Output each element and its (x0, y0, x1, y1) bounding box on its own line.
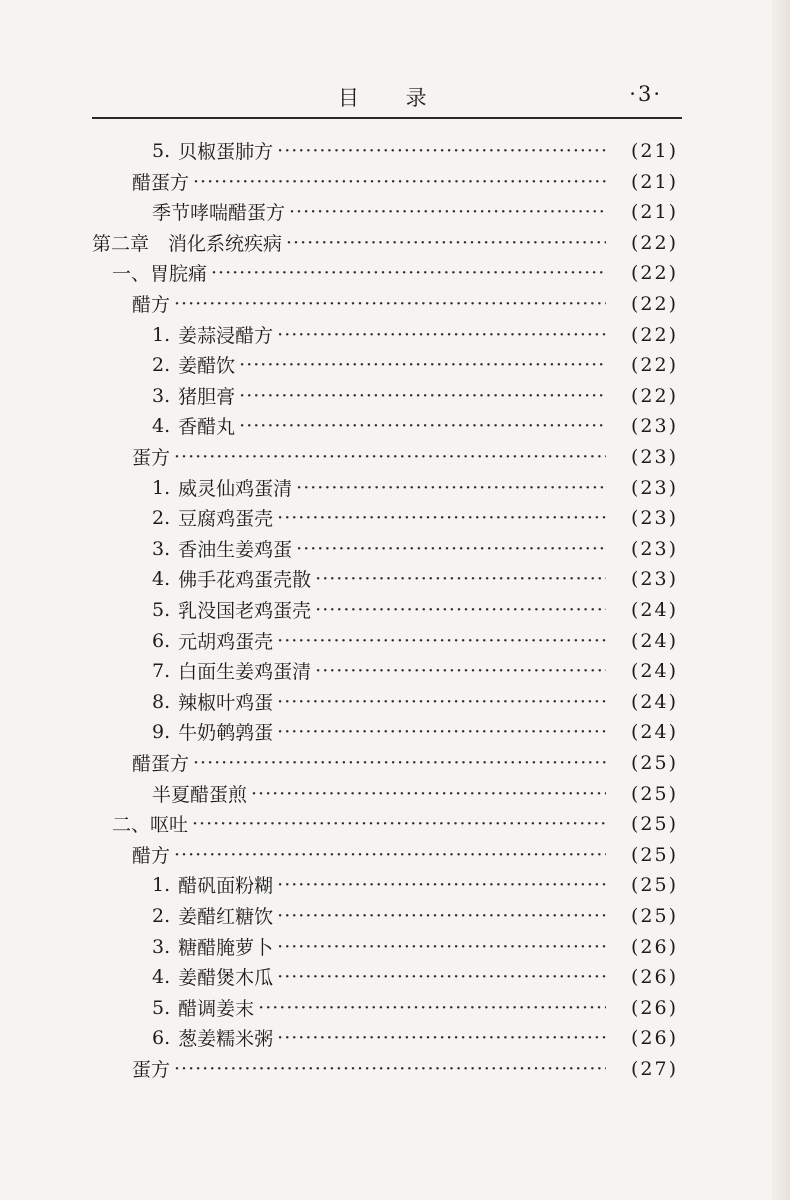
toc-entry (132, 288, 678, 319)
toc-entry-label: 蛋方 (132, 1059, 171, 1081)
toc-entry-page: (21) (630, 139, 678, 162)
toc-entry (152, 992, 678, 1023)
toc-entry-number: 3. (152, 537, 171, 560)
toc-entry-number: 6. (152, 629, 171, 652)
toc-entry-page: (22) (630, 231, 678, 254)
toc-entry-label: 醋蛋方 (132, 172, 190, 194)
toc-entry (152, 778, 678, 809)
toc-entry-label: 一、胃脘痛 (112, 263, 208, 285)
toc-entry-number: 4. (152, 965, 171, 988)
toc-entry-page: (24) (630, 659, 678, 682)
toc-entry-label: 第二章 消化系统疾病 (92, 233, 283, 255)
toc-entry (152, 961, 678, 992)
toc-entry-page: (24) (630, 598, 678, 621)
toc-entry (92, 227, 678, 258)
toc-entry (152, 135, 678, 166)
toc-entry-label: 二、呕吐 (112, 814, 189, 836)
toc-entry-page: (22) (630, 261, 678, 284)
toc-entry (152, 533, 678, 564)
toc-leader-dots (289, 201, 606, 223)
toc-leader-dots (315, 599, 606, 621)
toc-entry (152, 931, 678, 962)
toc-entry-label: 醋矾面粉糊 (178, 875, 274, 897)
toc-entry-label: 醋方 (132, 294, 171, 316)
toc-entry-number: 1. (152, 476, 171, 499)
toc-leader-dots (277, 507, 606, 529)
toc-entry-label: 糖醋腌萝卜 (178, 937, 274, 959)
toc-leader-dots (193, 752, 606, 774)
toc-entry-page: (24) (630, 629, 678, 652)
toc-entry (152, 319, 678, 350)
toc-entry-label: 白面生姜鸡蛋清 (178, 661, 312, 683)
page-header (92, 76, 682, 116)
toc-entry-number: 5. (152, 598, 171, 621)
toc-entry-label: 猪胆膏 (178, 386, 236, 408)
toc-entry-number: 4. (152, 567, 171, 590)
toc-entry-label: 豆腐鸡蛋壳 (178, 508, 274, 530)
toc-entry-number: 1. (152, 323, 171, 346)
toc-entry-label: 蛋方 (132, 447, 171, 469)
toc-entry-page: (25) (630, 873, 678, 896)
toc-entry-page: (23) (630, 476, 678, 499)
toc-entry-page: (21) (630, 200, 678, 223)
toc-entry-page: (25) (630, 843, 678, 866)
toc-entry-page: (25) (630, 782, 678, 805)
toc-entry-label: 牛奶鹌鹑蛋 (178, 722, 274, 744)
toc-leader-dots (193, 171, 606, 193)
toc-entry (132, 747, 678, 778)
page-number: ·3· (629, 82, 662, 106)
toc-leader-dots (315, 660, 606, 682)
toc-entry-number: 5. (152, 139, 171, 162)
toc-entry-page: (25) (630, 812, 678, 835)
toc-entry-number: 3. (152, 935, 171, 958)
toc-entry-label: 葱姜糯米粥 (178, 1028, 274, 1050)
toc-leader-dots (286, 232, 606, 254)
toc-entry-page: (24) (630, 720, 678, 743)
toc-entry (132, 166, 678, 197)
toc-entry (152, 410, 678, 441)
toc-leader-dots (239, 354, 606, 376)
toc-leader-dots (192, 813, 606, 835)
toc-entry (152, 655, 678, 686)
toc-entry (152, 1022, 678, 1053)
toc-entry (152, 625, 678, 656)
toc-leader-dots (251, 783, 606, 805)
toc-entry-number: 4. (152, 414, 171, 437)
header-divider (92, 117, 682, 119)
toc-entry-number: 7. (152, 659, 171, 682)
toc-entry (152, 472, 678, 503)
toc-entry-label: 香油生姜鸡蛋 (178, 539, 293, 561)
toc-entry-label: 威灵仙鸡蛋清 (178, 478, 293, 500)
toc-leader-dots (258, 997, 606, 1019)
toc-entry-label: 乳没国老鸡蛋壳 (178, 600, 312, 622)
toc-entry-number: 1. (152, 873, 171, 896)
toc-entry-label: 半夏醋蛋煎 (152, 784, 248, 806)
toc-leader-dots (174, 1058, 606, 1080)
toc-leader-dots (174, 293, 606, 315)
page-title: 目 录 (338, 86, 447, 110)
toc-entry-number: 5. (152, 996, 171, 1019)
toc-entry (152, 563, 678, 594)
toc-leader-dots (277, 966, 606, 988)
toc-entry (132, 1053, 678, 1084)
toc-leader-dots (174, 446, 606, 468)
toc-entry-number: 9. (152, 720, 171, 743)
toc-entry-label: 佛手花鸡蛋壳散 (178, 569, 312, 591)
toc-entry (132, 839, 678, 870)
toc-leader-dots (211, 262, 606, 284)
toc-entry-label: 香醋丸 (178, 416, 236, 438)
toc-entry (152, 196, 678, 227)
toc-entry-label: 醋调姜末 (178, 998, 255, 1020)
toc-entry-page: (23) (630, 414, 678, 437)
toc-entry-page: (23) (630, 506, 678, 529)
toc-entry-page: (22) (630, 292, 678, 315)
toc-leader-dots (277, 630, 606, 652)
toc-entry-page: (24) (630, 690, 678, 713)
toc-entry-page: (22) (630, 384, 678, 407)
toc-entry-number: 2. (152, 904, 171, 927)
toc-leader-dots (174, 844, 606, 866)
toc-entry-label: 元胡鸡蛋壳 (178, 631, 274, 653)
toc-entry-label: 醋蛋方 (132, 753, 190, 775)
toc-entry-label: 姜醋煲木瓜 (178, 967, 274, 989)
toc-entry-page: (23) (630, 567, 678, 590)
toc-entry-label: 姜蒜浸醋方 (178, 325, 274, 347)
toc-leader-dots (277, 140, 606, 162)
toc-entry-page: (27) (630, 1057, 678, 1080)
toc-entry (112, 808, 678, 839)
toc-leader-dots (277, 905, 606, 927)
toc-entry-label: 醋方 (132, 845, 171, 867)
toc-leader-dots (277, 1027, 606, 1049)
toc-entry-label: 姜醋饮 (178, 355, 236, 377)
toc-entry-number: 6. (152, 1026, 171, 1049)
toc-leader-dots (277, 936, 606, 958)
toc-entry-page: (26) (630, 965, 678, 988)
toc-entry-page: (22) (630, 323, 678, 346)
toc-entry (152, 869, 678, 900)
toc-entry-label: 季节哮喘醋蛋方 (152, 202, 286, 224)
toc-leader-dots (296, 477, 606, 499)
toc-leader-dots (239, 385, 606, 407)
toc-entry-number: 8. (152, 690, 171, 713)
toc-entry-page: (26) (630, 1026, 678, 1049)
toc-leader-dots (277, 874, 606, 896)
toc-leader-dots (277, 324, 606, 346)
toc-entry (112, 257, 678, 288)
toc-entry-page: (22) (630, 353, 678, 376)
toc-entry-number: 2. (152, 353, 171, 376)
toc-entry-label: 姜醋红糖饮 (178, 906, 274, 928)
toc-entry-page: (23) (630, 445, 678, 468)
toc-entry-label: 贝椒蛋肺方 (178, 141, 274, 163)
toc-entry (152, 502, 678, 533)
toc-entry-page: (25) (630, 904, 678, 927)
page-edge-shadow (772, 0, 790, 1200)
toc-leader-dots (239, 415, 606, 437)
toc-entry (152, 716, 678, 747)
toc-entry-page: (26) (630, 935, 678, 958)
toc-leader-dots (296, 538, 606, 560)
toc-entry-number: 2. (152, 506, 171, 529)
toc-leader-dots (277, 691, 606, 713)
toc-leader-dots (277, 721, 606, 743)
toc-entry (152, 686, 678, 717)
toc-entry (152, 349, 678, 380)
toc-entry (132, 441, 678, 472)
toc-leader-dots (315, 568, 606, 590)
toc-entry-page: (23) (630, 537, 678, 560)
toc-entry (152, 380, 678, 411)
toc-entry (152, 900, 678, 931)
toc-entry-page: (21) (630, 170, 678, 193)
toc-entry-page: (25) (630, 751, 678, 774)
toc-entry (152, 594, 678, 625)
toc-entry-page: (26) (630, 996, 678, 1019)
toc-entry-label: 辣椒叶鸡蛋 (178, 692, 274, 714)
toc-entry-number: 3. (152, 384, 171, 407)
